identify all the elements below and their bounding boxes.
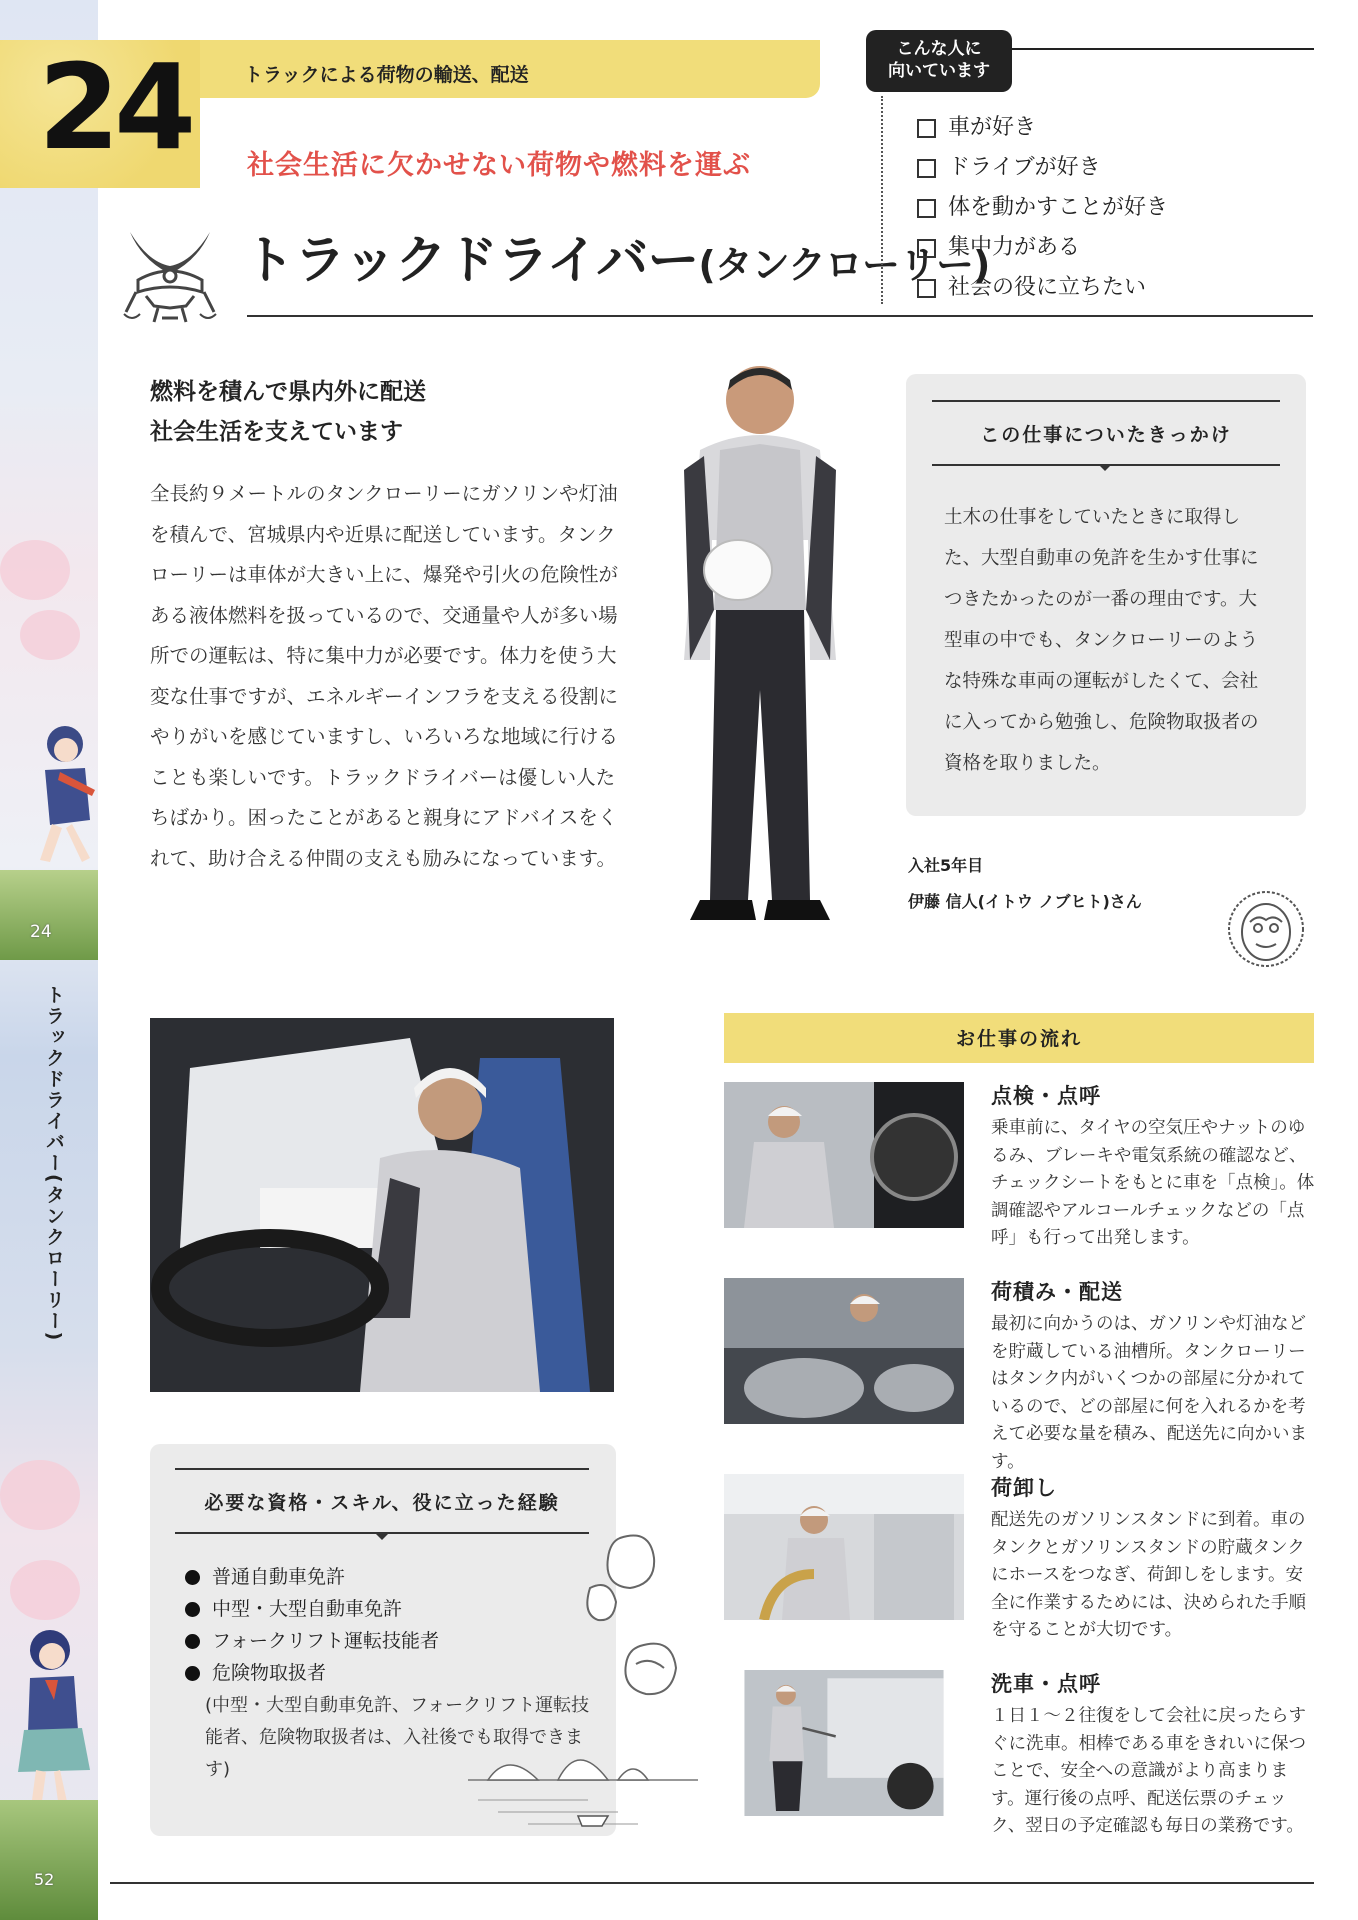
workflow-step-body: 配送先のガソリンスタンドに到着。車のタンクとガソリンスタンドの貯蔵タンクにホースをつなぎ、荷卸しをします。安全に作業するためには、決められた手順を守ることが大切です。 [991, 1510, 1306, 1640]
workflow-step-body: １日１～２往復をして会社に戻ったらすぐに洗車。相棒である車をきれいに保つことで、安全への意識がより高まります。運行後の点呼、配送伝票のチェック、翌日の予定確認も毎日の業務です。 [991, 1706, 1306, 1836]
oyster-illustration-icon [580, 1528, 690, 1728]
intro-heading-line2: 社会生活を支えています [150, 419, 403, 445]
person-info [908, 848, 1142, 920]
divider [1012, 48, 1314, 50]
checklist-item-label: 体を動かすことが好き [948, 195, 1169, 220]
bullet-icon [185, 1602, 200, 1617]
checklist-item [917, 148, 1168, 188]
page-title [243, 218, 989, 293]
qualification-label: 中型・大型自動車免許 [212, 1598, 403, 1620]
workflow-step-body: 乗車前に、タイヤの空気圧やナットのゆるみ、ブレーキや電気系統の確認など、チェックシートをもとに車を「点検」。体調確認やアルコールチェックなどの「点呼」も行って出発します。 [991, 1118, 1315, 1248]
cherry-blossom-illustration [20, 610, 80, 660]
workflow-step-title: 洗車・点呼 [991, 1672, 1101, 1696]
job-number: 24 [38, 38, 191, 176]
side-vertical-title: トラックドライバー(タンクローリー) [43, 985, 65, 1343]
kabuto-helmet-icon [118, 222, 222, 330]
dotted-divider [881, 96, 883, 304]
checklist-item-label: ドライブが好き [948, 155, 1101, 180]
cherry-blossom-illustration [10, 1560, 80, 1620]
qualifications-heading: 必要な資格・スキル、役に立った経験 [204, 1492, 560, 1514]
checklist-item-label: 集中力がある [948, 235, 1081, 260]
bullet-icon [185, 1666, 200, 1681]
checklist-item [917, 268, 1168, 308]
trigger-body: 土木の仕事をしていたときに取得した、大型自動車の免許を生かす仕事につきたかったのが一番の理由です。大型車の中でも、タンクローリーのような特殊な車両の運転がしたくて、会社に入ってから勉強し、危険物取扱者の資格を取りました。 [944, 507, 1259, 774]
footer-divider [110, 1882, 1314, 1884]
qualifications-list [185, 1561, 439, 1689]
workflow-step-title: 点検・点呼 [991, 1084, 1101, 1108]
bullet-icon [185, 1634, 200, 1649]
checkbox-icon [917, 199, 936, 218]
page-number-footer: 52 [34, 1870, 55, 1889]
suitable-badge-line2: 向いています [888, 61, 990, 81]
checkbox-icon [917, 239, 936, 258]
qualifications-note: (中型・大型自動車免許、フォークリフト運転技能者、危険物取扱者は、入社後でも取得できます) [205, 1695, 590, 1780]
person-tenure: 入社5年目 [908, 856, 984, 875]
suitable-badge-line1: こんな人に [896, 39, 982, 59]
suitable-checklist [917, 108, 1168, 308]
bullet-icon [185, 1570, 200, 1585]
qualification-item [185, 1561, 439, 1593]
suitable-badge [866, 30, 1012, 92]
loading-photo [724, 1278, 964, 1424]
inspection-photo [724, 1082, 964, 1228]
cherry-blossom-illustration [0, 1460, 80, 1530]
checkbox-icon [917, 159, 936, 178]
intro-heading [150, 372, 426, 452]
divider [932, 400, 1280, 402]
checklist-item [917, 108, 1168, 148]
category-label: トラックによる荷物の輸送、配送 [244, 64, 529, 86]
running-girl-illustration [10, 720, 98, 870]
workflow-step-title: 荷積み・配送 [991, 1280, 1123, 1304]
pointer-triangle-icon [375, 1533, 389, 1540]
divider [247, 315, 1313, 317]
daruma-stamp-icon [1226, 888, 1306, 970]
title-main: トラックドライバー [243, 231, 699, 291]
side-page-number: 24 [30, 922, 52, 942]
checklist-item-label: 社会の役に立ちたい [948, 275, 1147, 300]
qualification-label: 普通自動車免許 [212, 1566, 346, 1588]
unloading-photo [724, 1474, 964, 1620]
checklist-item [917, 188, 1168, 228]
qualification-label: 危険物取扱者 [212, 1662, 327, 1684]
checklist-item-label: 車が好き [948, 115, 1037, 140]
cherry-blossom-illustration [0, 540, 70, 600]
qualification-item [185, 1657, 439, 1689]
intro-heading-line1: 燃料を積んで県内外に配送 [150, 379, 426, 405]
checkbox-icon [917, 119, 936, 138]
person-name: 伊藤 信人(イトウ ノブヒト)さん [908, 892, 1142, 911]
title-sub: (タンクローリー) [698, 243, 990, 287]
qualification-item [185, 1625, 439, 1657]
workflow-step-title: 荷卸し [991, 1476, 1057, 1500]
workflow-heading: お仕事の流れ [955, 1028, 1082, 1050]
qualification-label: フォークリフト運転技能者 [212, 1630, 440, 1652]
grass-illustration [0, 1800, 98, 1920]
checkbox-icon [917, 279, 936, 298]
qualification-item [185, 1593, 439, 1625]
matsushima-islands-illustration [468, 1730, 698, 1840]
intro-body: 全長約９メートルのタンクローリーにガソリンや灯油を積んで、宮城県内や近県に配送しています。タンクローリーは車体が大きい上に、爆発や引火の危険性がある液体燃料を扱っているので、交通量や人が多い場所での運転は、特に集中力が必要です。体力を使う大変な仕事ですが、エネルギーインフラを支える役割にやりがいを感じていますし、いろいろな地域に行けることも楽しいです。トラックドライバーは優しい人たちばかり。困ったことがあると親身にアドバイスをくれて、助け合える仲間の支えも励みになっています。 [150, 482, 619, 870]
driving-photo [150, 1018, 614, 1392]
pointer-triangle-icon [1098, 464, 1112, 471]
driver-portrait-photo [660, 360, 860, 960]
grass-illustration [0, 870, 98, 960]
page-subtitle: 社会生活に欠かせない荷物や燃料を運ぶ [247, 150, 751, 181]
divider [175, 1468, 589, 1470]
workflow-step-body: 最初に向かうのは、ガソリンや灯油などを貯蔵している油槽所。タンクローリーはタンク内がいくつかの部屋に分かれているので、どの部屋に何を入れるかを考えて必要な量を積み、配送先に向かいます。 [991, 1314, 1308, 1472]
washing-photo [724, 1670, 964, 1816]
trigger-heading: この仕事についたきっかけ [980, 424, 1232, 446]
schoolgirl-illustration [0, 1620, 98, 1820]
checklist-item [917, 228, 1168, 268]
